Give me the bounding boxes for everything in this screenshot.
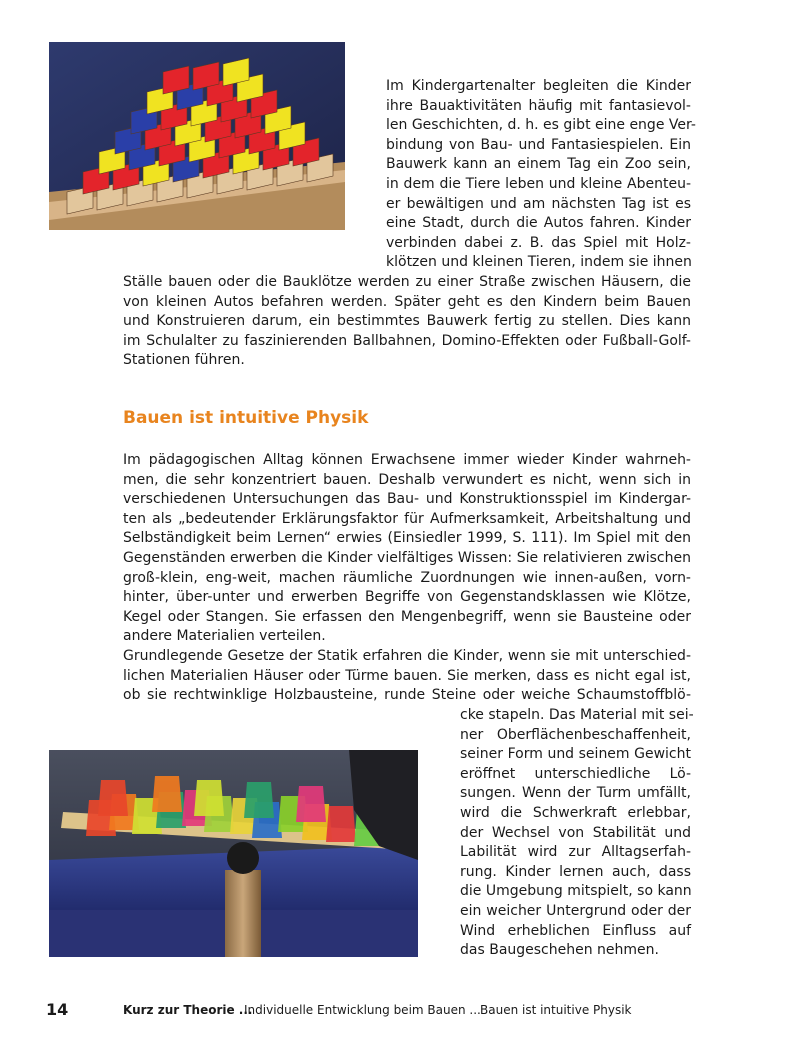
page-number: 14 — [46, 1000, 69, 1019]
text-line: Ställe bauen oder die Bauklötze werden zu einer Straße zwischen Häusern, die — [123, 274, 691, 290]
text-line: rung. Kinder lernen auch, dass — [460, 863, 691, 880]
text-line: seiner Form und seinem Gewicht — [460, 746, 691, 763]
text-line: Selbständigkeit beim Lernen“ erwies (Einsiedler 1999, S. 111). Im Spiel mit den — [123, 530, 691, 547]
text-line: ihre Bauaktivitäten häufig mit fantasievol- — [386, 97, 691, 114]
text-line: groß-klein, eng-weit, machen räumliche Zuordnungen wie innen-außen, vorn- — [123, 569, 691, 586]
text-line: der Wechsel von Stabilität und — [460, 824, 691, 841]
section-paragraph-2-continued — [460, 706, 694, 961]
text-line: wird die Schwerkraft erlebbar, — [460, 804, 691, 821]
text-line: Gegenständen erwerben die Kinder vielfältiges Wissen: Sie relativieren zwischen — [123, 549, 691, 566]
text-line: men, die sehr konzentriert bauen. Deshalb verwundert es nicht, wenn sich in — [123, 471, 691, 488]
text-line: lichen Materialien Häuser oder Türme bauen. Sie merken, dass es nicht egal ist, — [123, 667, 691, 684]
intro-paragraph — [386, 77, 696, 273]
text-line: Labilität wird zur Alltagserfah- — [460, 844, 691, 861]
text-line: ner Oberflächenbeschaffenheit, — [460, 726, 691, 743]
text-line: Stationen führen. — [123, 352, 245, 369]
text-line: im Schulalter zu faszinierenden Ballbahnen, Domino-Effekten oder Fußball-Golf- — [123, 332, 691, 349]
plastic-cup — [152, 776, 182, 812]
breadcrumb-current: Bauen ist intuitive Physik — [480, 1003, 632, 1017]
text-line: eröffnet unterschiedliche Lö- — [460, 765, 691, 782]
text-line: Bauwerk kann an einem Tag ein Zoo sein, — [386, 156, 691, 173]
text-line: Grundlegende Gesetze der Statik erfahren die Kinder, wenn sie mit unterschied- — [123, 648, 691, 664]
plastic-cup — [244, 782, 274, 818]
text-line: bindung von Bau- und Fantasiespielen. Ein — [386, 136, 691, 153]
text-line: die Umgebung mitspielt, so kann — [460, 883, 692, 900]
text-line: len Geschichten, d. h. es gibt eine enge Ver- — [386, 117, 696, 134]
text-line: eine Stadt, durch die Autos fahren. Kinder — [386, 215, 691, 232]
text-line: Im Kindergartenalter begleiten die Kinder — [386, 78, 691, 94]
intro-paragraph-continued — [123, 273, 691, 371]
plastic-cup — [326, 806, 356, 842]
breadcrumb-chapter: Kurz zur Theorie ... — [123, 1003, 253, 1017]
text-line: das Baugeschehen nehmen. — [460, 942, 659, 959]
text-line: andere Materialien verteilen. — [123, 628, 326, 645]
section-paragraph-2 — [123, 647, 691, 706]
photo-block-pyramid — [49, 42, 345, 230]
breadcrumb-section: Individuelle Entwicklung beim Bauen ... — [244, 1003, 481, 1017]
plastic-cup — [98, 780, 128, 816]
section-heading: Bauen ist intuitive Physik — [123, 408, 369, 428]
text-line: ten als „bedeutender Erklärungsfaktor für Aufmerksamkeit, Arbeitshaltung und — [123, 510, 691, 527]
section-paragraph-1 — [123, 451, 691, 647]
text-line: Kegel oder Stangen. Sie erfassen den Mengenbegriff, wenn sie Bausteine oder — [123, 608, 691, 625]
page-footer — [0, 1001, 800, 1021]
text-line: ein weicher Untergrund oder der — [460, 902, 691, 919]
text-line: ob sie rechtwinklige Holzbausteine, runde Steine oder weiche Schaumstoffblö- — [123, 687, 691, 704]
text-line: und Konstruieren darum, ein bestimmtes Bauwerk fertig zu stellen. Dies kann — [123, 313, 691, 330]
text-line: klötzen und kleinen Tieren, indem sie ihnen — [386, 254, 692, 271]
text-line: sungen. Wenn der Turm umfällt, — [460, 785, 691, 802]
photo-seesaw-cups — [49, 750, 418, 957]
plastic-cup — [296, 786, 326, 822]
plastic-cup — [194, 780, 224, 816]
text-line: verschiedenen Untersuchungen das Bau- und Konstruktionsspiel im Kindergar- — [123, 491, 691, 508]
text-line: von kleinen Autos befahren werden. Später geht es den Kindern beim Bauen — [123, 293, 691, 310]
text-line: Im pädagogischen Alltag können Erwachsene immer wieder Kinder wahrneh- — [123, 452, 691, 468]
text-line: hinter, über-unter und erwerben Begriffe von Gegenstandsklassen wie Klötze, — [123, 589, 691, 606]
text-line: er bewältigen und am nächsten Tag ist es — [386, 195, 691, 212]
text-line: verbinden dabei z. B. das Spiel mit Holz- — [386, 234, 691, 251]
text-line: cke stapeln. Das Material mit sei- — [460, 707, 694, 723]
text-line: in dem die Tiere leben und kleine Abenteu- — [386, 175, 691, 192]
text-line: Wind erheblichen Einfluss auf — [460, 922, 691, 939]
